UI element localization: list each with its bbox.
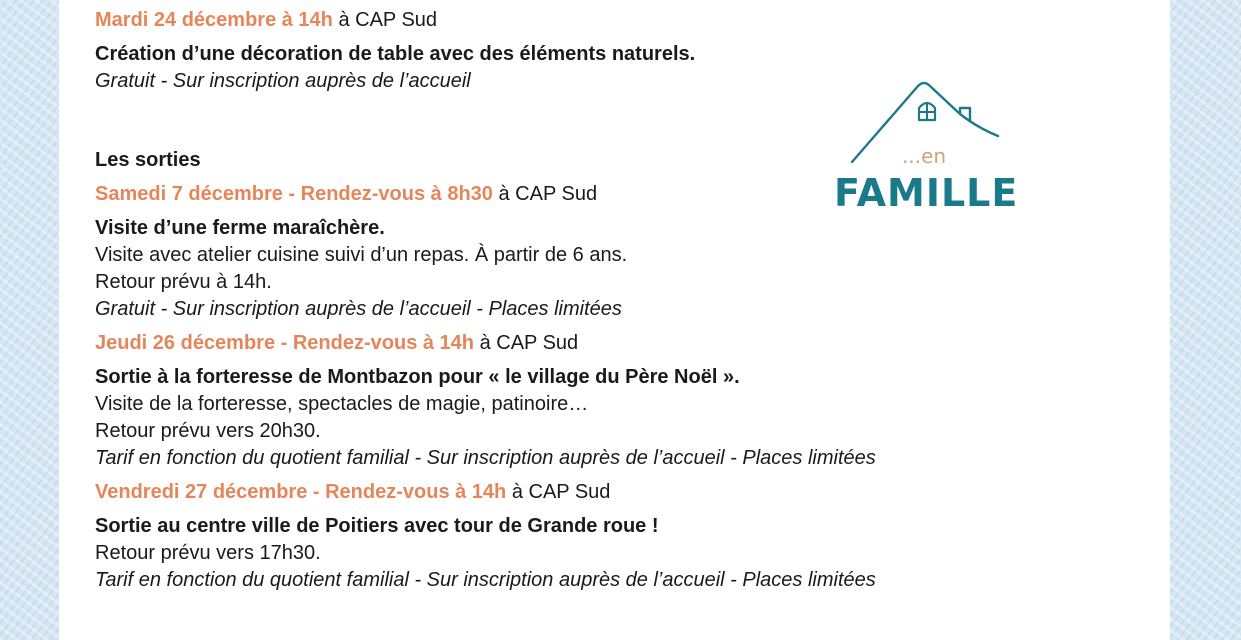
event-return: Retour prévu vers 17h30.: [95, 542, 321, 564]
event-title: Visite d’une ferme maraîchère.: [95, 217, 385, 239]
house-window-icon: [919, 102, 935, 120]
background-left-texture: [0, 0, 59, 640]
event-date-line: [95, 479, 955, 506]
event-title: Création d’une décoration de table avec des éléments naturels.: [95, 43, 696, 65]
event-date: Vendredi 27 décembre - Rendez-vous à 14h: [95, 481, 507, 503]
event-info: Tarif en fonction du quotient familial - Sur inscription auprès de l’accueil - Places limitées: [95, 569, 876, 591]
event-place: à CAP Sud: [474, 332, 579, 354]
logo-big-text: FAMILLE: [834, 171, 1019, 215]
event-date-line: [95, 181, 955, 208]
logo-small-text: ...en: [902, 144, 947, 168]
event-info: Gratuit - Sur inscription auprès de l’accueil - Places limitées: [95, 298, 622, 320]
section-heading: Les sorties: [95, 149, 201, 171]
event-date: Jeudi 26 décembre - Rendez-vous à 14h: [95, 332, 475, 354]
event-date-line: [95, 7, 955, 34]
event-info: Gratuit - Sur inscription auprès de l’accueil: [95, 70, 471, 92]
event-date: Samedi 7 décembre - Rendez-vous à 8h30: [95, 183, 493, 205]
en-famille-logo: [832, 78, 1028, 216]
event-title: Sortie au centre ville de Poitiers avec tour de Grande roue !: [95, 515, 659, 537]
event-description: Visite de la forteresse, spectacles de magie, patinoire…: [95, 393, 589, 415]
event-return: Retour prévu à 14h.: [95, 271, 272, 293]
event-return: Retour prévu vers 20h30.: [95, 420, 321, 442]
event-place: à CAP Sud: [492, 183, 598, 205]
document-page: [59, 0, 1170, 640]
event-place: à CAP Sud: [506, 481, 611, 503]
event-place: à CAP Sud: [332, 9, 438, 31]
event-title: Sortie à la forteresse de Montbazon pour « le village du Père Noël ».: [95, 366, 740, 388]
event-info: Tarif en fonction du quotient familial - Sur inscription auprès de l’accueil - Places limitées: [95, 447, 876, 469]
background-right-texture: [1170, 0, 1241, 640]
document-content: [95, 7, 955, 594]
event-description: Visite avec atelier cuisine suivi d’un repas. À partir de 6 ans.: [95, 244, 628, 266]
event-date: Mardi 24 décembre à 14h: [95, 9, 333, 31]
event-date-line: [95, 330, 955, 357]
